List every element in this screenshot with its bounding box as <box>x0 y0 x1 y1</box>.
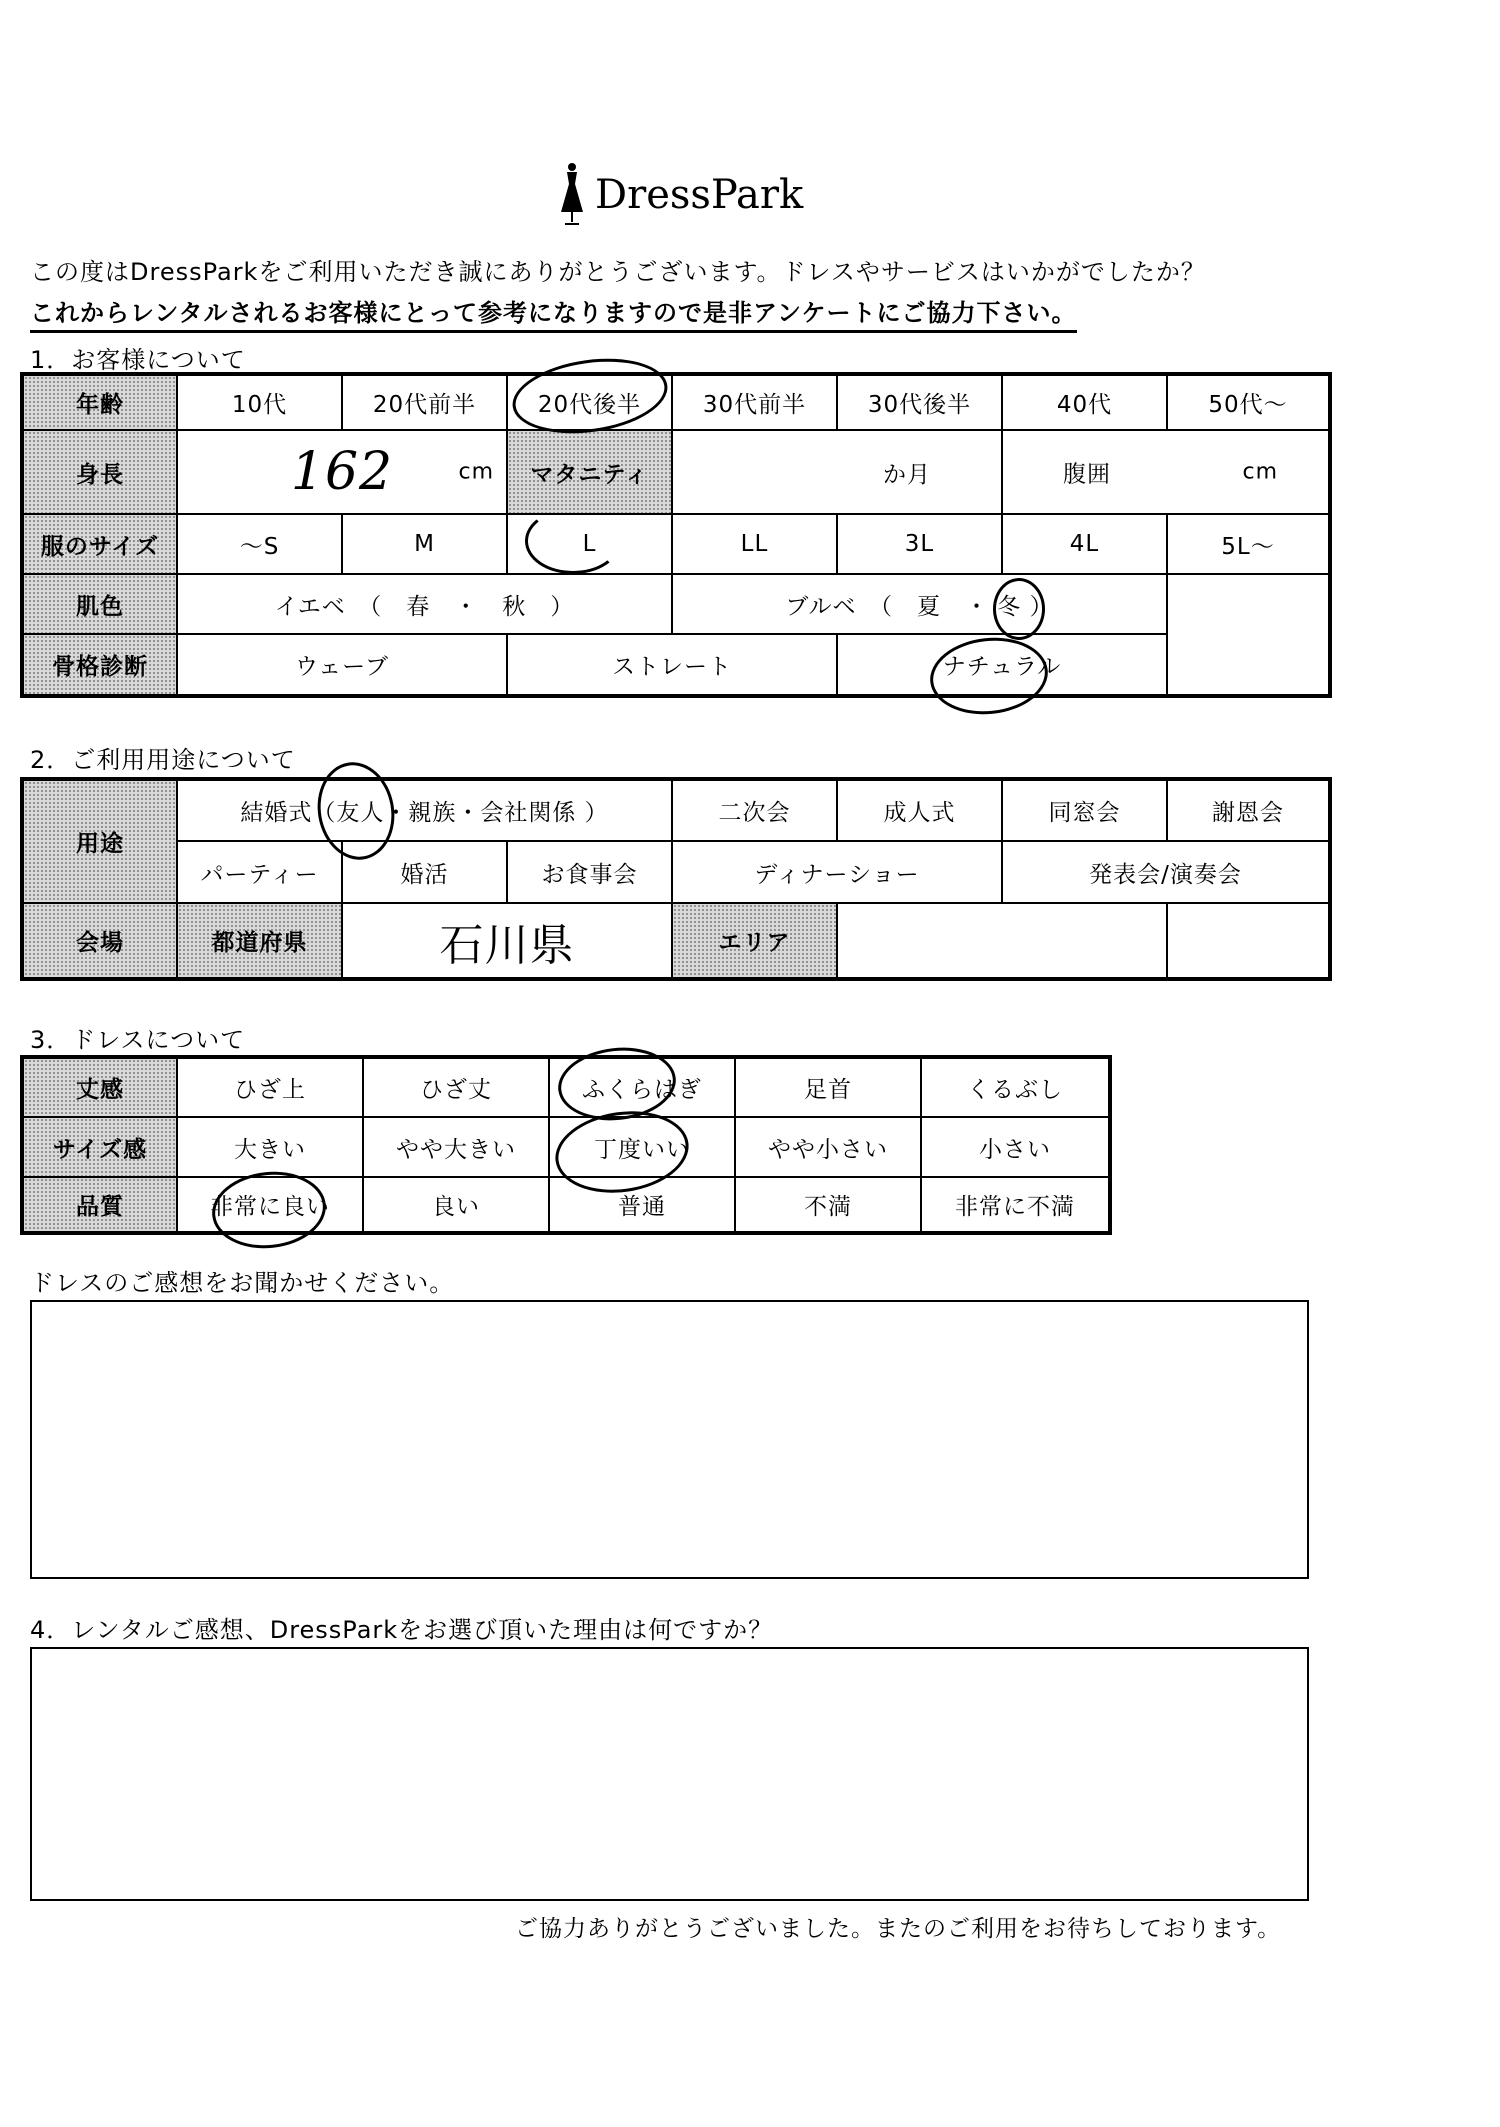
intro-text: この度はDressParkをご利用いただき誠にありがとうございます。ドレスやサービスはいかがでしたか？ <box>30 258 1206 286</box>
fit-option[interactable]: やや小さい <box>735 1117 921 1177</box>
selection-circle-winter <box>993 578 1045 640</box>
selection-circle-size <box>525 508 621 574</box>
section2-title: 2．ご利用用途について <box>30 746 296 774</box>
age-option[interactable]: 30代前半 <box>672 374 837 430</box>
brand-name: DressPark <box>595 172 804 218</box>
quality-option[interactable]: 良い <box>363 1177 549 1233</box>
skeleton-option[interactable]: ストレート <box>507 634 837 696</box>
waist-unit: cm <box>1242 459 1278 485</box>
skin-color-label: 肌色 <box>22 574 177 634</box>
length-option[interactable]: ひざ上 <box>177 1057 363 1117</box>
size-option[interactable]: 5L～ <box>1167 514 1330 574</box>
purpose-label: 用途 <box>22 779 177 903</box>
fit-option[interactable]: やや大きい <box>363 1117 549 1177</box>
purpose-option[interactable]: 婚活 <box>342 841 507 903</box>
size-label: 服のサイズ <box>22 514 177 574</box>
thanks-message: ご協力ありがとうございました。またのご利用をお待ちしております。 <box>515 1916 1282 1942</box>
maternity-label: マタニティ <box>507 430 672 514</box>
waist-label: 腹囲 <box>1063 461 1111 488</box>
dresspark-logo <box>555 155 803 235</box>
waist-field[interactable] <box>1002 430 1330 514</box>
empty-cell <box>1167 574 1330 634</box>
skeleton-option[interactable]: ウェーブ <box>177 634 507 696</box>
section1-title: 1．お客様について <box>30 346 246 374</box>
empty-cell <box>1167 634 1330 696</box>
section4-title: 4．レンタルご感想、DressParkをお選び頂いた理由は何ですか？ <box>30 1616 774 1644</box>
dress-comment-box[interactable] <box>30 1300 1309 1579</box>
age-option[interactable]: 30代後半 <box>837 374 1002 430</box>
length-option[interactable]: ひざ丈 <box>363 1057 549 1117</box>
size-option[interactable]: ～S <box>177 514 342 574</box>
area-field[interactable] <box>837 903 1167 979</box>
intro-request: これからレンタルされるお客様にとって参考になりますので是非アンケートにご協力下さい。 <box>30 293 1077 333</box>
height-label: 身長 <box>22 430 177 514</box>
purpose-option[interactable]: 発表会/演奏会 <box>1002 841 1330 903</box>
length-option-selected[interactable]: ふくらはぎ <box>549 1057 735 1117</box>
purpose-option[interactable]: 二次会 <box>672 779 837 841</box>
prefecture-label: 都道府県 <box>177 903 342 979</box>
purpose-option[interactable]: ディナーショー <box>672 841 1002 903</box>
age-option[interactable]: 50代～ <box>1167 374 1330 430</box>
purpose-option[interactable]: 謝恩会 <box>1167 779 1330 841</box>
size-option[interactable]: 3L <box>837 514 1002 574</box>
rental-comment-box[interactable] <box>30 1647 1309 1901</box>
purpose-option[interactable]: お食事会 <box>507 841 672 903</box>
purpose-option[interactable]: 同窓会 <box>1002 779 1167 841</box>
skeleton-label: 骨格診断 <box>22 634 177 696</box>
size-option[interactable]: LL <box>672 514 837 574</box>
fit-label: サイズ感 <box>22 1117 177 1177</box>
prefecture-value: 石川県 <box>439 919 575 971</box>
quality-option-selected[interactable]: 非常に良い <box>177 1177 363 1233</box>
blue-winter-selected: 冬 <box>997 593 1022 620</box>
quality-option[interactable]: 非常に不満 <box>921 1177 1110 1233</box>
height-field[interactable] <box>177 430 507 514</box>
empty-cell <box>1167 903 1330 979</box>
purpose-wedding[interactable]: 結婚式（友人・親族・会社関係 ） <box>177 779 672 841</box>
usage-table <box>20 777 1332 981</box>
fit-option[interactable]: 小さい <box>921 1117 1110 1177</box>
age-label: 年齢 <box>22 374 177 430</box>
length-option[interactable]: 足首 <box>735 1057 921 1117</box>
quality-option[interactable]: 不満 <box>735 1177 921 1233</box>
prefecture-field[interactable] <box>342 903 672 979</box>
length-label: 丈感 <box>22 1057 177 1117</box>
height-unit: cm <box>458 459 494 485</box>
size-option[interactable]: M <box>342 514 507 574</box>
blue-base-option[interactable] <box>672 574 1167 634</box>
purpose-option[interactable]: 成人式 <box>837 779 1002 841</box>
age-option[interactable]: 10代 <box>177 374 342 430</box>
quality-option[interactable]: 普通 <box>549 1177 735 1233</box>
blue-base-text: ブルベ （ 夏 ・ <box>785 593 989 620</box>
dress-icon <box>555 162 589 228</box>
fit-option[interactable]: 大きい <box>177 1117 363 1177</box>
customer-table <box>20 372 1332 698</box>
venue-label: 会場 <box>22 903 177 979</box>
area-label: エリア <box>672 903 837 979</box>
quality-label: 品質 <box>22 1177 177 1233</box>
age-option[interactable]: 20代前半 <box>342 374 507 430</box>
fit-option-selected[interactable]: 丁度いい <box>549 1117 735 1177</box>
skeleton-option-selected[interactable]: ナチュラル <box>837 634 1167 696</box>
age-option-selected[interactable]: 20代後半 <box>507 374 672 430</box>
months-field[interactable]: か月 <box>672 430 1002 514</box>
blue-base-close: ） <box>1029 593 1054 620</box>
length-option[interactable]: くるぶし <box>921 1057 1110 1117</box>
dress-comment-prompt: ドレスのご感想をお聞かせください。 <box>30 1269 455 1297</box>
height-value: 162 <box>290 442 394 502</box>
size-option[interactable]: 4L <box>1002 514 1167 574</box>
purpose-option[interactable]: パーティー <box>177 841 342 903</box>
yellow-base-option[interactable]: イエベ （ 春 ・ 秋 ） <box>177 574 672 634</box>
section3-title: 3．ドレスについて <box>30 1026 246 1054</box>
age-option[interactable]: 40代 <box>1002 374 1167 430</box>
size-option-selected[interactable]: L <box>507 514 672 574</box>
